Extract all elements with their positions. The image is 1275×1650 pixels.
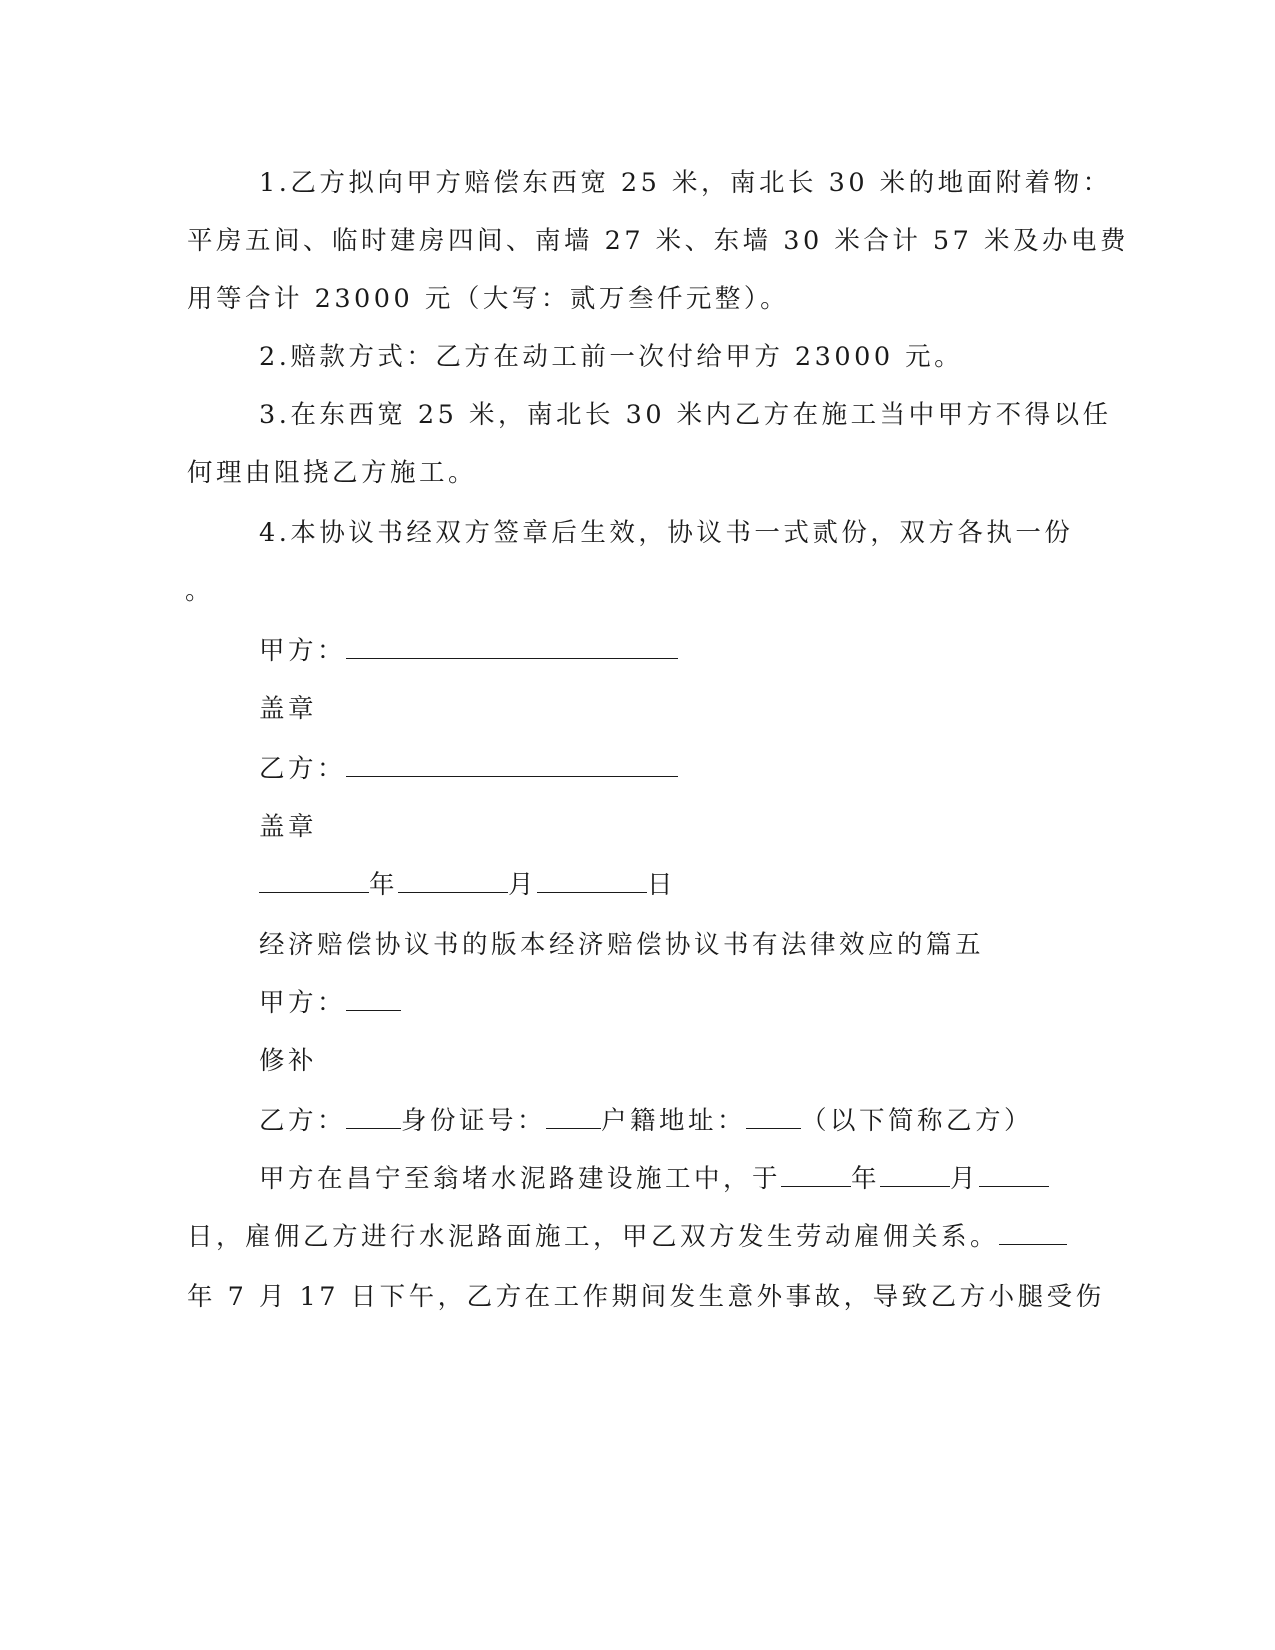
section-five-party-b-label: 乙方： [259, 1106, 347, 1136]
body-line-2-text: 日，雇佣乙方进行水泥路面施工，甲乙双方发生劳动雇佣关系。 [187, 1222, 1000, 1252]
date-month-label: 月 [508, 870, 538, 900]
address-blank[interactable] [746, 1104, 801, 1129]
body-month-blank[interactable] [880, 1162, 950, 1187]
clause-4-line-1: 4.本协议书经双方签章后生效，协议书一式贰份，双方各执一份 [259, 518, 1074, 548]
body-incident-year-blank[interactable] [999, 1220, 1067, 1245]
body-day-blank[interactable] [979, 1162, 1049, 1187]
body-year-label: 年 [851, 1164, 881, 1194]
clause-2-line-1: 2.赔款方式：乙方在动工前一次付给甲方 23000 元。 [259, 342, 964, 372]
party-a-blank[interactable] [346, 634, 678, 659]
party-b-note: （以下简称乙方） [801, 1106, 1034, 1136]
body-line-1-text: 甲方在昌宁至翁堵水泥路建设施工中，于 [259, 1164, 782, 1194]
party-b-name-blank[interactable] [346, 1104, 401, 1129]
party-b-blank[interactable] [346, 752, 678, 777]
id-number-blank[interactable] [546, 1104, 601, 1129]
id-number-label: 身份证号： [401, 1106, 547, 1136]
party-a-label: 甲方： [259, 636, 347, 666]
party-b-label: 乙方： [259, 754, 347, 784]
seal-b: 盖章 [259, 812, 318, 842]
body-month-label: 月 [950, 1164, 980, 1194]
section-five-body-line-2 [187, 1220, 1067, 1254]
section-five-party-b-line [259, 1104, 1033, 1138]
date-day-label: 日 [647, 870, 677, 900]
clause-1-line-2: 平房五间、临时建房四间、南墙 27 米、东墙 30 米合计 57 米及办电费 [187, 226, 1129, 256]
section-five-body-line-1 [259, 1162, 1049, 1196]
date-year-label: 年 [369, 870, 399, 900]
date-month-blank[interactable] [398, 868, 508, 893]
date-day-blank[interactable] [537, 868, 647, 893]
address-label: 户籍地址： [601, 1106, 747, 1136]
body-year-blank[interactable] [781, 1162, 851, 1187]
section-five-party-a-blank[interactable] [346, 986, 401, 1011]
party-b-signature-line [259, 752, 678, 786]
clause-3-line-2: 何理由阻挠乙方施工。 [187, 458, 478, 488]
section-five-party-a-label: 甲方： [259, 988, 347, 1018]
party-a-signature-line [259, 634, 678, 668]
section-five-repair: 修补 [259, 1046, 318, 1076]
date-year-blank[interactable] [259, 868, 369, 893]
section-five-party-a-line [259, 986, 401, 1020]
date-line [259, 868, 676, 902]
clause-1-line-1: 1.乙方拟向甲方赔偿东西宽 25 米，南北长 30 米的地面附着物： [259, 168, 1112, 198]
clause-1-line-3: 用等合计 23000 元（大写：贰万叁仟元整）。 [187, 284, 790, 314]
clause-4-line-2: 。 [185, 576, 215, 606]
seal-a: 盖章 [259, 694, 318, 724]
section-five-body-line-3: 年 7 月 17 日下午，乙方在工作期间发生意外事故，导致乙方小腿受伤 [187, 1282, 1105, 1312]
clause-3-line-1: 3.在东西宽 25 米，南北长 30 米内乙方在施工当中甲方不得以任 [259, 400, 1112, 430]
section-five-heading: 经济赔偿协议书的版本经济赔偿协议书有法律效应的篇五 [259, 930, 985, 960]
